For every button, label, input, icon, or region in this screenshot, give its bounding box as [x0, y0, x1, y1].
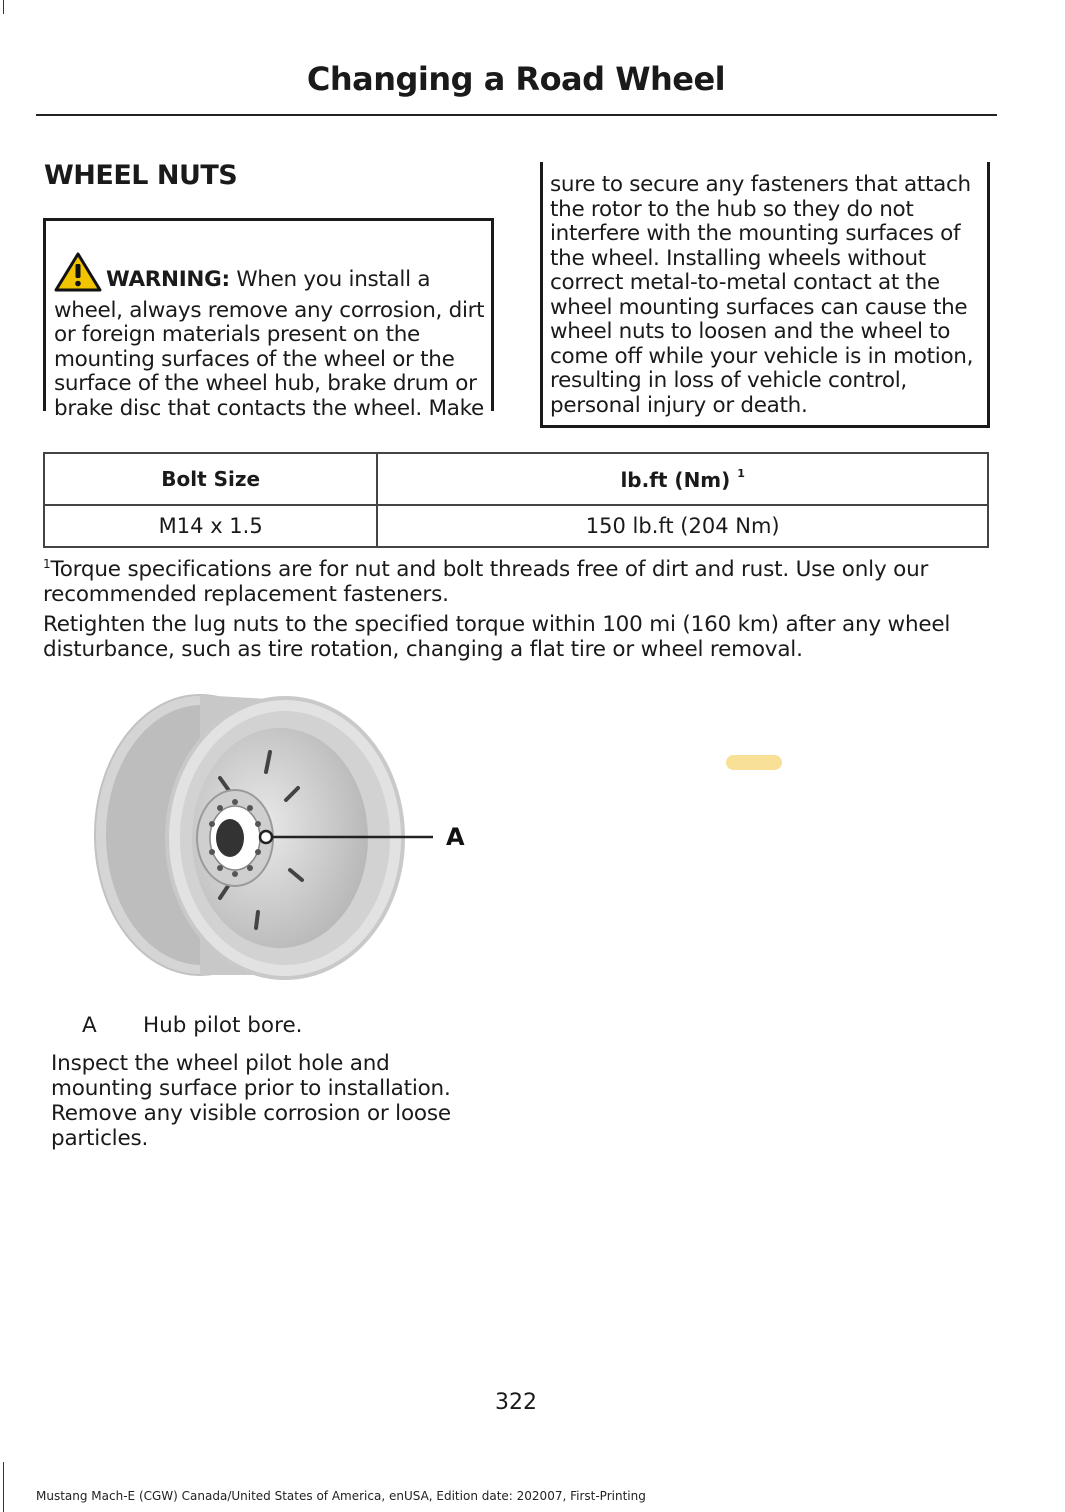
- retighten-paragraph: Retighten the lug nuts to the specified torque within 100 mi (160 km) after any wheel disturbance, such as tire rotation, changing a flat tire or wheel removal.: [43, 612, 951, 662]
- footer-edition: Mustang Mach-E (CGW) Canada/United States of America, enUSA, Edition date: 202007, First-Printing: [36, 1489, 646, 1503]
- section-heading: WHEEL NUTS: [44, 160, 238, 191]
- warning-triangle-icon: [54, 252, 102, 299]
- table-row: [44, 505, 988, 547]
- table-cell-torque: 150 lb.ft (204 Nm): [377, 505, 988, 547]
- page-title: Changing a Road Wheel: [306, 60, 726, 98]
- table-header-footnote-mark: 1: [737, 466, 745, 480]
- warning-label: WARNING:: [106, 267, 230, 292]
- page-number: 322: [495, 1390, 537, 1415]
- torque-table: [43, 452, 989, 548]
- inspect-paragraph: Inspect the wheel pilot hole and mounting surface prior to installation. Remove any visible corrosion or loose particles.: [51, 1051, 451, 1151]
- table-footnote: [43, 552, 1003, 607]
- legend-description: Hub pilot bore.: [143, 1013, 303, 1038]
- table-header-bolt-size: Bolt Size: [44, 453, 377, 505]
- callout-label-a: A: [446, 823, 465, 851]
- highlighter-mark: [726, 755, 782, 770]
- crop-mark-top: [0, 0, 4, 14]
- table-header-torque: lb.ft (Nm) $^1$: [377, 453, 988, 505]
- warning-body-left: When you install a wheel, always remove any corrosion, dirt or foreign materials present on the mounting surfaces of the wheel or the surface of the wheel hub, brake drum or brake disc that contacts the wheel. Make: [54, 267, 485, 421]
- footnote-text: Torque specifications are for nut and bolt threads free of dirt and rust. Use only our recommended replacement fasteners.: [43, 557, 929, 607]
- warning-text-left: [54, 252, 486, 421]
- wheel-illustration: [80, 680, 490, 994]
- footnote-mark: 1: [43, 557, 51, 571]
- warning-text-right: sure to secure any fasteners that attach the rotor to the hub so they do not interfere with the mounting surfaces of the wheel. Installing wheels without correct metal-to-metal contact at the wheel mounting surfaces can cause the wheel nuts to loosen and the wheel to come off while your vehicle is in motion, resulting in loss of vehicle control, personal injury or death.: [550, 172, 974, 418]
- crop-mark-bottom: [0, 1462, 4, 1512]
- table-header-row: [44, 453, 988, 505]
- title-divider: [36, 114, 997, 116]
- table-cell-bolt-size: M14 x 1.5: [44, 505, 377, 547]
- legend-letter: A: [82, 1013, 97, 1038]
